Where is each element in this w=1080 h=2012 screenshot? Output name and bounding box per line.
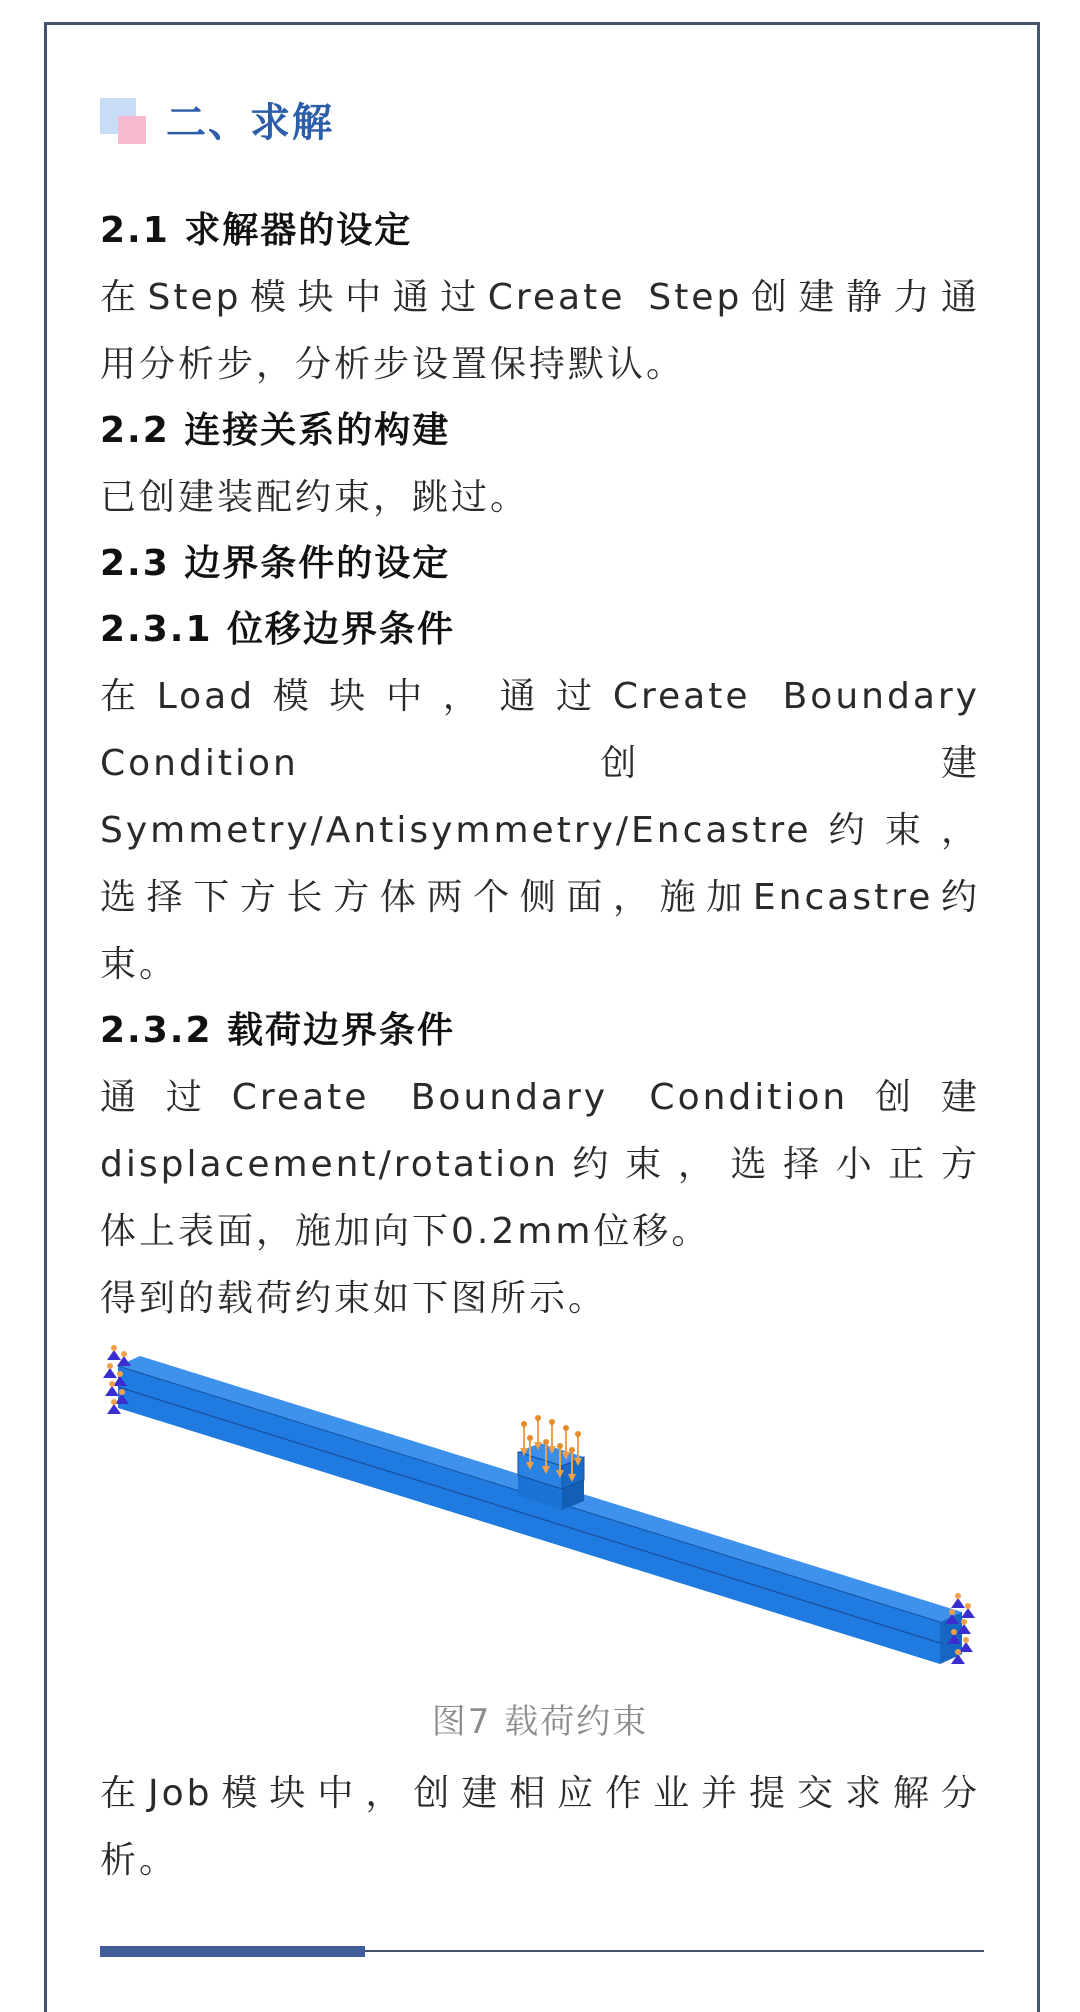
paragraph-2-3-2-line-1: 通过Create Boundary Condition创建 — [100, 1077, 980, 1118]
encastre-node — [117, 1371, 123, 1377]
encastre-node — [955, 1649, 961, 1655]
heading-2-3-2: 2.3.2 载荷边界条件 — [100, 1010, 456, 1051]
heading-2-3-1: 2.3.1 位移边界条件 — [100, 609, 456, 650]
paragraph-2-3-2-line-2: displacement/rotation约束，选择小正方 — [100, 1144, 980, 1185]
load-node — [575, 1431, 581, 1437]
encastre-marker — [103, 1368, 117, 1378]
encastre-node — [949, 1609, 955, 1615]
encastre-marker — [105, 1386, 119, 1396]
beam-model-illustration — [100, 1342, 980, 1682]
heading-2-3: 2.3 边界条件的设定 — [100, 543, 451, 584]
load-node — [543, 1439, 549, 1445]
load-node — [569, 1447, 575, 1453]
load-node — [549, 1419, 555, 1425]
encastre-node — [963, 1637, 969, 1643]
paragraph-2-1-line-1: 在Step模块中通过Create Step创建静力通 — [100, 277, 980, 318]
load-constraint-figure — [100, 1342, 980, 1682]
figure-caption: 图7 载荷约束 — [431, 1702, 649, 1742]
load-node — [563, 1425, 569, 1431]
paragraph-2-3-1-line-2: Condition创建 — [100, 743, 980, 784]
load-node — [521, 1421, 527, 1427]
article-body — [100, 198, 980, 1332]
section-decoration-icon — [100, 94, 148, 144]
encastre-marker — [961, 1608, 975, 1618]
encastre-node — [111, 1345, 117, 1351]
encastre-node — [965, 1603, 971, 1609]
load-node — [527, 1435, 533, 1441]
job-paragraph-line-2: 析。 — [100, 1840, 179, 1881]
section-header — [100, 92, 334, 146]
paragraph-2-1-line-2: 用分析步，分析步设置保持默认。 — [100, 344, 686, 385]
encastre-node — [109, 1381, 115, 1387]
section-title: 二、求解 — [166, 99, 334, 146]
encastre-node — [955, 1593, 961, 1599]
paragraph-2-2: 已创建装配约束，跳过。 — [100, 477, 530, 518]
paragraph-2-3-2-line-4: 得到的载荷约束如下图所示。 — [100, 1278, 608, 1319]
paragraph-2-3-1-line-1: 在Load模块中，通过Create Boundary — [100, 676, 980, 717]
encastre-node — [961, 1619, 967, 1625]
encastre-node — [107, 1363, 113, 1369]
heading-2-2: 2.2 连接关系的构建 — [100, 410, 451, 451]
paragraph-2-3-1-line-4: 选择下方长方体两个侧面，施加Encastre约 — [100, 877, 980, 918]
paragraph-2-3-1-line-5: 束。 — [100, 944, 179, 985]
encastre-marker — [951, 1598, 965, 1608]
job-paragraph-line-1: 在Job模块中，创建相应作业并提交求解分 — [100, 1773, 980, 1814]
encastre-marker — [107, 1350, 121, 1360]
paragraph-2-3-2-line-3: 体上表面，施加向下0.2mm位移。 — [100, 1211, 711, 1252]
encastre-node — [111, 1399, 117, 1405]
reading-progress-fill — [100, 1946, 365, 1957]
heading-2-1: 2.1 求解器的设定 — [100, 210, 413, 251]
paragraph-2-3-1-line-3: Symmetry/Antisymmetry/Encastre约束， — [100, 810, 980, 851]
job-paragraph — [100, 1760, 980, 1894]
load-node — [557, 1443, 563, 1449]
load-node — [535, 1415, 541, 1421]
encastre-node — [121, 1351, 127, 1357]
encastre-node — [951, 1629, 957, 1635]
encastre-node — [119, 1389, 125, 1395]
